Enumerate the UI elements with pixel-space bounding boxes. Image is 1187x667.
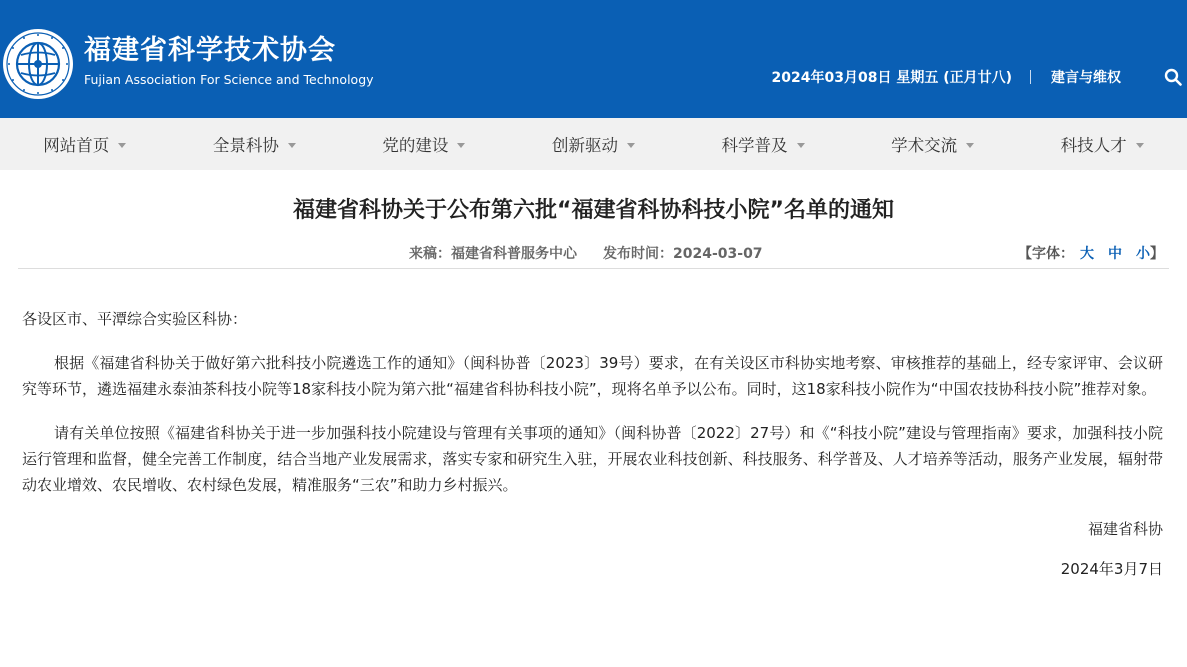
cast-logo[interactable] bbox=[2, 28, 74, 100]
nav-item-label: 全景科协 bbox=[212, 136, 279, 155]
nav-item-party[interactable] bbox=[339, 118, 509, 170]
font-size-switcher bbox=[1018, 243, 1164, 263]
nav-item-innovation[interactable] bbox=[509, 118, 679, 170]
nav-item-label: 科技人才 bbox=[1060, 136, 1127, 155]
search-icon[interactable] bbox=[1163, 67, 1183, 87]
chevron-down-icon bbox=[1136, 143, 1144, 148]
article-body bbox=[0, 306, 1187, 582]
header-right bbox=[772, 64, 1187, 90]
signature: 福建省科协 bbox=[1087, 520, 1163, 538]
main-nav bbox=[0, 118, 1187, 170]
chevron-down-icon bbox=[288, 143, 296, 148]
nav-item-overview[interactable] bbox=[170, 118, 340, 170]
publish-time: 发布时间：2024-03-07 bbox=[603, 246, 763, 262]
site-brand[interactable] bbox=[84, 34, 374, 88]
article-source: 来稿：福建省科普服务中心 bbox=[409, 246, 577, 262]
current-date: 2024年03月08日 星期五 (正月廿八) bbox=[771, 70, 1012, 86]
nav-item-talent[interactable] bbox=[1017, 118, 1187, 170]
site-title-en: Fujian Association For Science and Technology bbox=[84, 72, 374, 87]
font-close: 】 bbox=[1150, 246, 1164, 262]
font-label: 【字体： bbox=[1018, 246, 1074, 262]
font-large-button[interactable]: 大 bbox=[1080, 246, 1094, 262]
nav-item-label: 创新驱动 bbox=[551, 136, 618, 155]
nav-item-label: 网站首页 bbox=[43, 136, 110, 155]
nav-item-label: 科学普及 bbox=[721, 136, 788, 155]
nav-item-label: 学术交流 bbox=[891, 136, 958, 155]
nav-item-home[interactable] bbox=[0, 118, 170, 170]
chevron-down-icon bbox=[457, 143, 465, 148]
font-medium-button[interactable]: 中 bbox=[1108, 246, 1122, 262]
signature-date: 2024年3月7日 bbox=[1060, 560, 1163, 578]
article-meta bbox=[0, 240, 1187, 264]
article bbox=[0, 196, 1187, 582]
paragraph: 根据《福建省科协关于做好第六批科技小院遴选工作的通知》（闽科协普〔2023〕39号）要求，在有关设区市科协实地考察、审核推荐的基础上，经专家评审、会议研究等环节，遴选福建永泰油茶科技小院等18家科技小院为第六批“福建省科协科技小院”，现将名单予以公布。同时，这18家科技小院作为“中国农技协科技小院”推荐对象。 bbox=[22, 354, 1163, 398]
chevron-down-icon bbox=[966, 143, 974, 148]
nav-item-popular-science[interactable] bbox=[678, 118, 848, 170]
chevron-down-icon bbox=[118, 143, 126, 148]
feedback-link[interactable]: 建言与维权 bbox=[1051, 70, 1121, 86]
chevron-down-icon bbox=[627, 143, 635, 148]
meta-info bbox=[409, 243, 789, 263]
salutation: 各设区市、平潭综合实验区科协： bbox=[22, 310, 248, 328]
header-divider bbox=[1030, 70, 1031, 84]
site-header bbox=[0, 0, 1187, 118]
chevron-down-icon bbox=[797, 143, 805, 148]
meta-divider bbox=[18, 268, 1169, 269]
article-title: 福建省科协关于公布第六批“福建省科协科技小院”名单的通知 bbox=[293, 198, 894, 223]
nav-item-academic[interactable] bbox=[848, 118, 1018, 170]
font-small-button[interactable]: 小 bbox=[1136, 246, 1150, 262]
paragraph: 请有关单位按照《福建省科协关于进一步加强科技小院建设与管理有关事项的通知》（闽科协普〔2022〕27号）和《“科技小院”建设与管理指南》要求，加强科技小院运行管理和监督，健全完善工作制度，结合当地产业发展需求，落实专家和研究生入驻，开展农业科技创新、科技服务、科学普及、人才培养等活动，服务产业发展，辐射带动农业增效、农民增收、农村绿色发展，精准服务“三农”和助力乡村振兴。 bbox=[22, 424, 1163, 494]
site-title-cn: 福建省科学技术协会 bbox=[84, 35, 336, 66]
nav-item-label: 党的建设 bbox=[382, 136, 449, 155]
